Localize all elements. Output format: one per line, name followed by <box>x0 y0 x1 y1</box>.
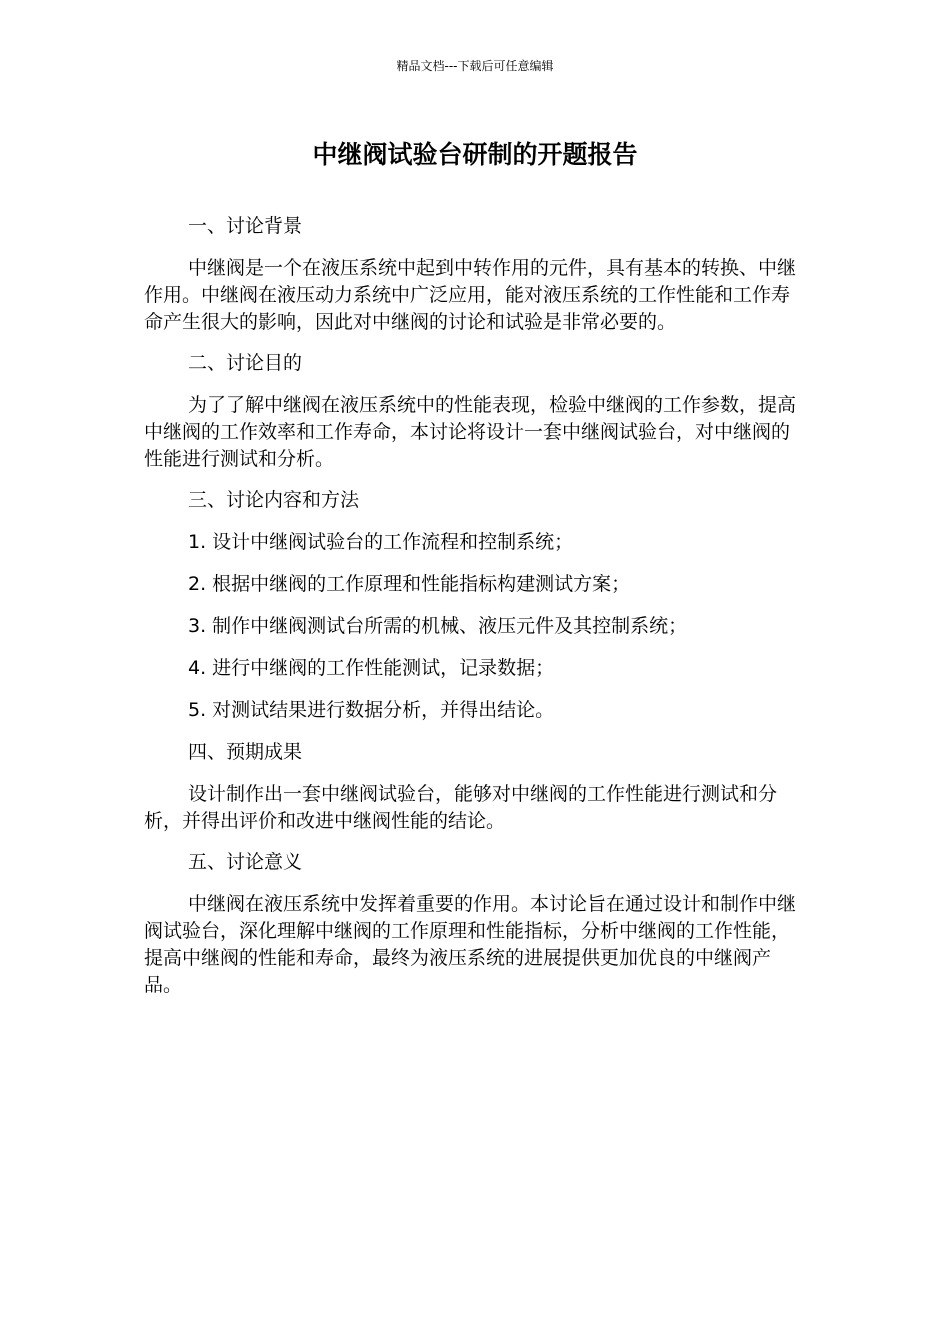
section-paragraph-significance: 中继阀在液压系统中发挥着重要的作用。本讨论旨在通过设计和制作中继阀试验台，深化理解中继阀的工作原理和性能指标，分析中继阀的工作性能，提高中继阀的性能和寿命，最终为液压系统的进展提供更加优良的中继阀产品。 <box>144 893 797 996</box>
section-heading-content-method: 三、讨论内容和方法 <box>188 489 360 511</box>
list-item: 4. 进行中继阀的工作性能测试，记录数据； <box>188 657 555 679</box>
list-item: 5. 对测试结果进行数据分析，并得出结论。 <box>188 699 555 721</box>
section-paragraph-background: 中继阀是一个在液压系统中起到中转作用的元件，具有基本的转换、中继作用。中继阀在液压动力系统中广泛应用，能对液压系统的工作性能和工作寿命产生很大的影响，因此对中继阀的讨论和试验是非常必要的。 <box>144 257 797 333</box>
section-heading-purpose: 二、讨论目的 <box>188 352 303 374</box>
section-paragraph-purpose: 为了了解中继阀在液压系统中的性能表现，检验中继阀的工作参数，提高中继阀的工作效率和工作寿命，本讨论将设计一套中继阀试验台，对中继阀的性能进行测试和分析。 <box>144 394 797 470</box>
list-item: 2. 根据中继阀的工作原理和性能指标构建测试方案； <box>188 573 631 595</box>
page-header-note: 精品文档---下载后可任意编辑 <box>396 59 554 73</box>
section-paragraph-expected-results: 设计制作出一套中继阀试验台，能够对中继阀的工作性能进行测试和分析，并得出评价和改进中继阀性能的结论。 <box>144 783 778 832</box>
list-item: 3. 制作中继阀测试台所需的机械、液压元件及其控制系统； <box>188 615 688 637</box>
document-title: 中继阀试验台研制的开题报告 <box>312 140 638 169</box>
section-heading-background: 一、讨论背景 <box>188 215 303 237</box>
section-heading-significance: 五、讨论意义 <box>188 851 303 873</box>
document-body <box>144 213 804 1013</box>
list-item: 1. 设计中继阀试验台的工作流程和控制系统； <box>188 531 574 553</box>
section-heading-expected-results: 四、预期成果 <box>188 741 303 763</box>
